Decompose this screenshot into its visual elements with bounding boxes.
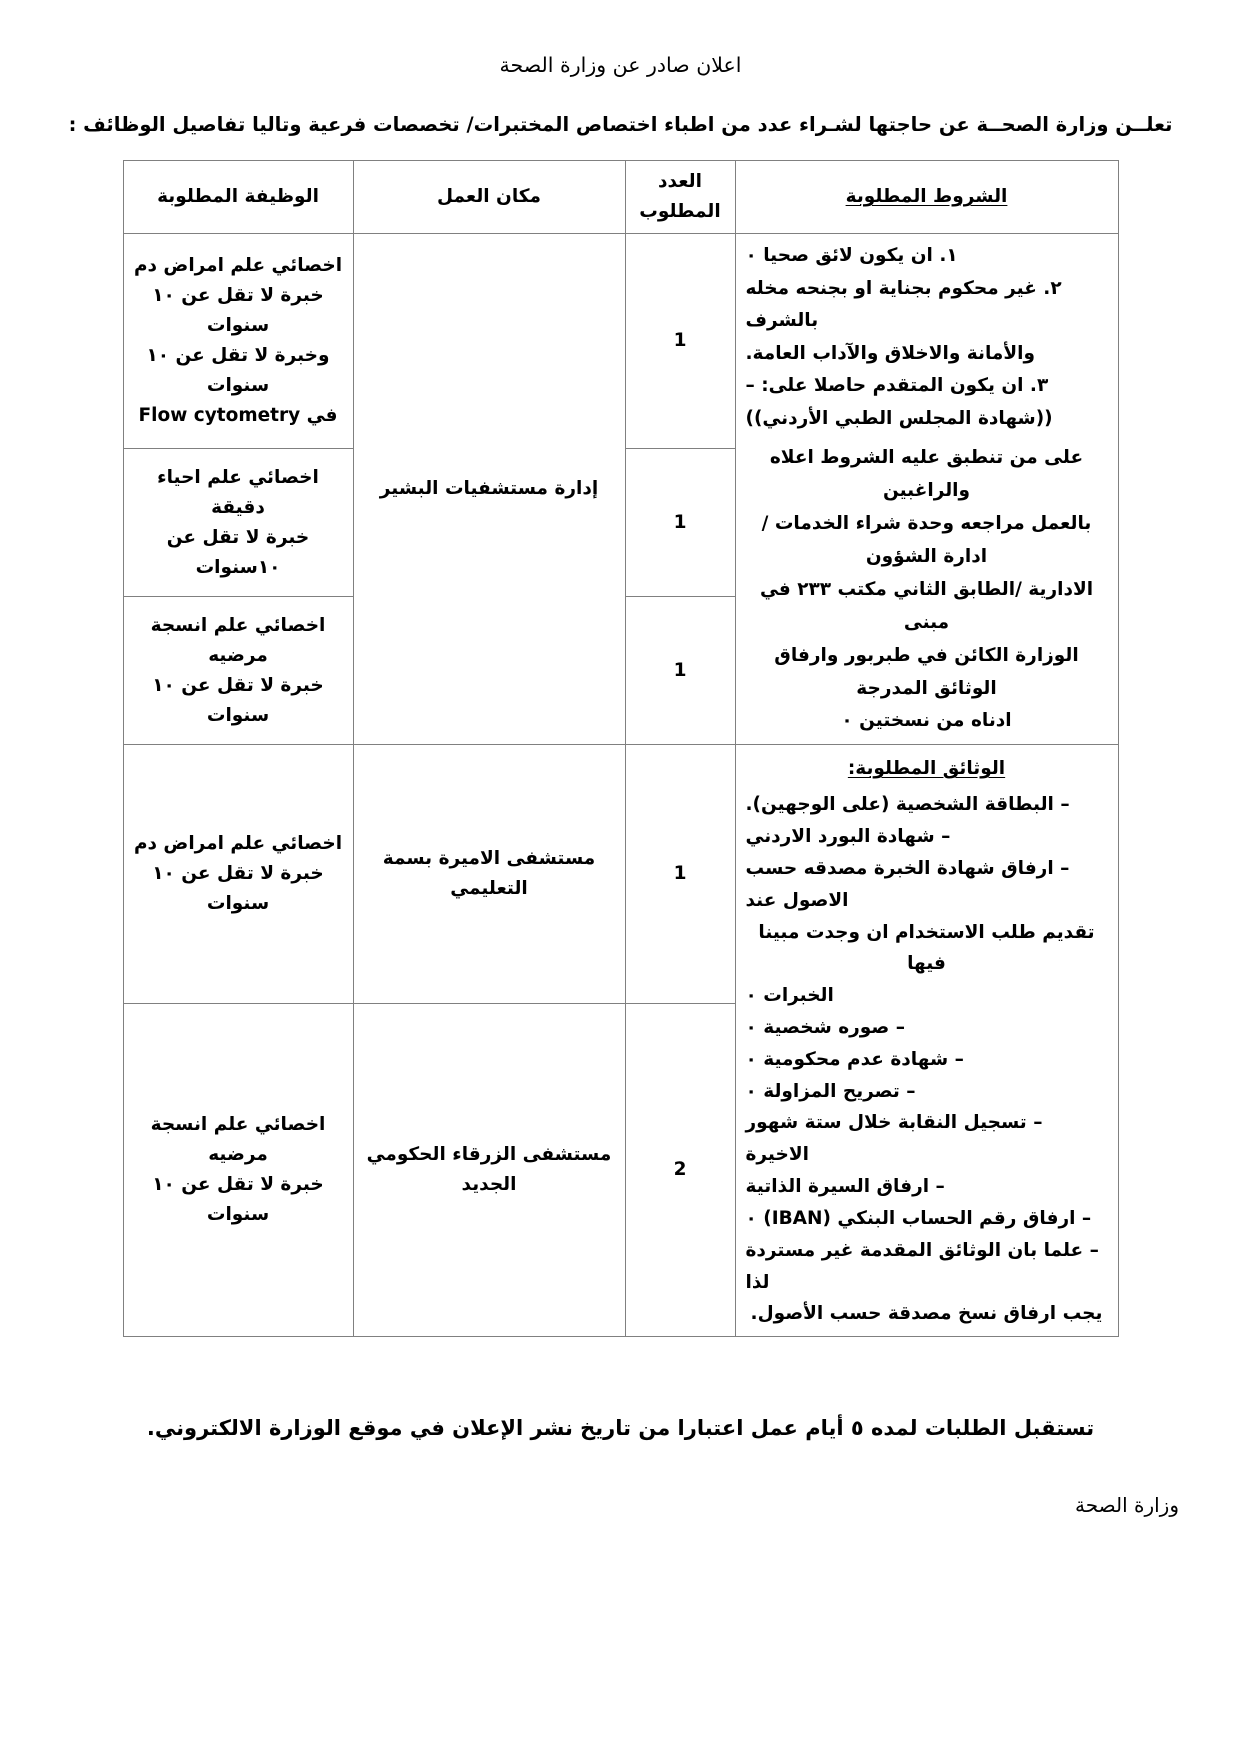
document-item: – ارفاق شهادة الخبرة مصدقه حسب الاصول عند xyxy=(745,857,1070,911)
conditions-tail-line: الوزارة الكائن في طبربور وارفاق الوثائق المدرجة xyxy=(774,644,1079,699)
conditions-cell-group1 xyxy=(735,234,1118,745)
condition-item: ٢. غير محكوم بجناية او بجنحه مخله بالشرف xyxy=(745,278,1062,331)
header-count xyxy=(625,161,735,234)
jobs-table xyxy=(123,160,1119,1337)
table-header-row xyxy=(123,161,1118,234)
count-cell: 2 xyxy=(625,1003,735,1337)
count-cell: 1 xyxy=(625,597,735,745)
document-item: تقديم طلب الاستخدام ان وجدت مبينا فيها xyxy=(758,921,1095,975)
conditions-tail-line: بالعمل مراجعه وحدة شراء الخدمات / ادارة الشؤون xyxy=(761,512,1092,567)
document-item: – علما بان الوثائق المقدمة غير مستردة لذا xyxy=(745,1239,1099,1293)
job-line: في Flow cytometry xyxy=(138,405,338,427)
document-item: – شهادة البورد الاردني xyxy=(745,826,951,848)
document-item: – تسجيل النقابة خلال ستة شهور الاخيرة xyxy=(745,1112,1043,1166)
place-cell: مستشفى الاميرة بسمة التعليمي xyxy=(353,745,625,1003)
header-place: مكان العمل xyxy=(353,161,625,234)
job-line: خبرة لا تقل عن ١٠ سنوات xyxy=(152,863,324,914)
page-title: اعلان صادر عن وزارة الصحة xyxy=(499,53,742,77)
header-job: الوظيفة المطلوبة xyxy=(123,161,353,234)
conditions-tail-line: على من تنطبق عليه الشروط اعلاه والراغبين xyxy=(769,447,1084,501)
job-line: خبرة لا تقل عن ١٠ سنوات xyxy=(152,674,324,726)
documents-cell-group2 xyxy=(735,745,1118,1337)
job-cell xyxy=(123,1003,353,1337)
document-item: – تصريح المزاولة ٠ xyxy=(745,1080,916,1102)
header-conditions-label: الشروط المطلوبة xyxy=(845,186,1008,208)
header-count-line1: العدد xyxy=(658,171,702,193)
condition-item: ((شهادة المجلس الطبي الأردني)) xyxy=(745,408,1053,430)
job-line: خبرة لا تقل عن ١٠ سنوات xyxy=(152,285,324,337)
job-cell xyxy=(123,597,353,745)
job-line: خبرة لا تقل عن ١٠ سنوات xyxy=(152,1173,324,1225)
condition-item: والأمانة والاخلاق والآداب العامة. xyxy=(745,342,1035,364)
table-row xyxy=(123,234,1118,449)
header-count-line2: المطلوب xyxy=(639,201,721,223)
condition-item: ١. ان يكون لائق صحيا ٠ xyxy=(745,245,958,267)
place-cell: مستشفى الزرقاء الحكومي الجديد xyxy=(353,1003,625,1337)
table-row xyxy=(123,745,1118,1003)
submission-deadline-note: تستقبل الطلبات لمده ٥ أيام عمل اعتبارا من تاريخ نشر الإعلان في موقع الوزارة الالكتروني. xyxy=(146,1416,1095,1441)
conditions-tail-line: الادارية /الطابق الثاني مكتب ٢٣٣ في مبنى xyxy=(759,578,1094,633)
document-item: – شهادة عدم محكومية ٠ xyxy=(745,1048,964,1070)
job-line: اخصائي علم انسجة مرضيه xyxy=(150,1113,326,1165)
document-item: الخبرات ٠ xyxy=(745,985,834,1007)
documents-list xyxy=(746,789,1108,1330)
count-cell: 1 xyxy=(625,449,735,597)
condition-item: ٣. ان يكون المتقدم حاصلا على: – xyxy=(745,375,1049,397)
job-line: اخصائي علم انسجة مرضيه xyxy=(150,614,326,666)
conditions-tail xyxy=(746,442,1108,738)
job-cell xyxy=(123,234,353,449)
conditions-list xyxy=(746,240,1108,435)
document-item: – ارفاق رقم الحساب البنكي (IBAN) ٠ xyxy=(745,1207,1092,1229)
documents-title: الوثائق المطلوبة: xyxy=(847,758,1006,780)
job-line: وخبرة لا تقل عن ١٠ سنوات xyxy=(146,345,330,397)
conditions-tail-line: ادناه من نسختين ٠ xyxy=(841,710,1012,732)
job-line: خبرة لا تقل عن ١٠سنوات xyxy=(166,526,310,578)
job-line: اخصائي علم امراض دم xyxy=(133,833,343,855)
intro-paragraph: تعلــن وزارة الصحــة عن حاجتها لشـراء عدد من اطباء اختصاص المختبرات/ تخصصات فرعية وتاليا تفاصيل الوظائف : xyxy=(68,113,1173,136)
job-line: اخصائي علم احياء دقيقة xyxy=(157,466,319,518)
signature-line: وزارة الصحة xyxy=(1075,1492,1179,1517)
header-conditions xyxy=(735,161,1118,234)
job-cell xyxy=(123,449,353,597)
document-item: – ارفاق السيرة الذاتية xyxy=(745,1176,945,1198)
job-cell xyxy=(123,745,353,1003)
count-cell: 1 xyxy=(625,234,735,449)
job-line: اخصائي علم امراض دم xyxy=(133,255,343,277)
document-item: – البطاقة الشخصية (على الوجهين). xyxy=(745,794,1070,816)
count-cell: 1 xyxy=(625,745,735,1003)
document-item: – صوره شخصية ٠ xyxy=(745,1017,905,1039)
document-item: يجب ارفاق نسخ مصدقة حسب الأصول. xyxy=(750,1303,1103,1325)
place-cell-group1: إدارة مستشفيات البشير xyxy=(353,234,625,745)
